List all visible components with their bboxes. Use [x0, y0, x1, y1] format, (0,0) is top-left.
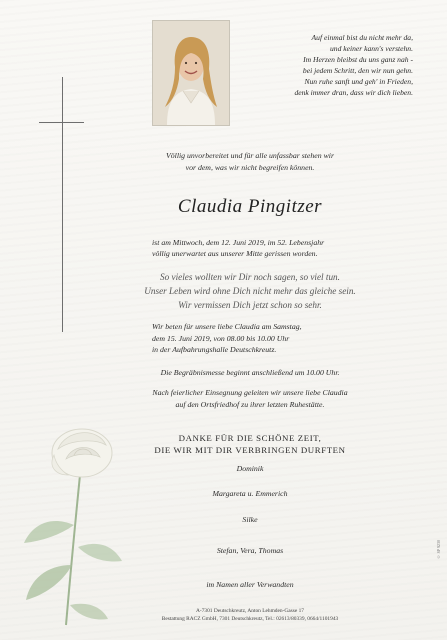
- family-member: Dominik: [236, 464, 264, 473]
- footer-line: Bestattung RACZ GmbH, 7301 Deutschkreutz, Tel.: 02613/80339, 0664/1101943: [161, 616, 339, 622]
- memorial-poem: [213, 32, 413, 98]
- thanks-heading: [90, 432, 410, 456]
- poem-line: und keiner kann's verstehn.: [329, 44, 413, 53]
- cross-vertical-bar: [62, 77, 63, 332]
- thanks-line: DIE WIR MIT DIR VERBRINGEN DURFTEN: [154, 445, 346, 455]
- prayer-notice: [90, 321, 410, 356]
- poem-line: denk immer dran, dass wir dich lieben.: [294, 88, 413, 97]
- funeral-home-footer: [90, 607, 410, 623]
- funeral-mass-notice: Die Begräbnismesse beginnt anschließend um 10.00 Uhr.: [160, 368, 340, 377]
- footer-line: A-7301 Deutschkreutz, Anton Lehmden-Gasse 17: [196, 608, 304, 614]
- verse-line: So vieles wollten wir Dir noch sagen, so viel tun.: [160, 272, 340, 282]
- prayer-line: in der Aufbahrungshalle Deutschkreutz.: [152, 345, 277, 354]
- prayer-line: Wir beten für unsere liebe Claudia am Samstag,: [152, 322, 302, 331]
- intro-line: vor dem, was wir nicht begreifen können.: [185, 163, 315, 172]
- prayer-line: dem 15. Juni 2019, von 08.00 bis 10.00 Uhr: [152, 333, 290, 343]
- poem-line: Im Herzen bleibst du uns ganz nah -: [303, 55, 413, 64]
- death-line: völlig unerwartet aus unserer Mitte gerissen worden.: [152, 249, 318, 258]
- death-notice: [90, 237, 410, 259]
- imprint-code: © SP 9230: [436, 540, 441, 560]
- thanks-line: DANKE FÜR DIE SCHÖNE ZEIT,: [178, 433, 322, 443]
- cross-horizontal-bar: [39, 122, 84, 123]
- intro-text: [90, 150, 410, 174]
- poem-line: bei jedem Schritt, den wir nun gehn.: [302, 66, 413, 75]
- deceased-name: Claudia Pingitzer: [177, 196, 323, 217]
- family-member: Stefan, Vera, Thomas: [216, 546, 284, 555]
- family-member: Silke: [242, 515, 258, 524]
- memorial-verse: [90, 270, 410, 312]
- burial-line: auf den Ortsfriedhof zu ihrer letzten Ruhestätte.: [175, 399, 325, 409]
- white-rose-icon: [10, 415, 130, 630]
- intro-line: Völlig unvorbereitet und für alle unfassbar stehen wir: [166, 151, 334, 160]
- verse-line: Unser Leben wird ohne Dich nicht mehr das gleiche sein.: [144, 286, 356, 296]
- burial-line: Nach feierlicher Einsegnung geleiten wir unsere liebe Claudia: [152, 388, 348, 397]
- verse-line: Wir vermissen Dich jetzt schon so sehr.: [178, 300, 322, 310]
- family-member: Margareta u. Emmerich: [212, 489, 288, 498]
- closing-line: im Namen aller Verwandten: [206, 580, 294, 589]
- death-line: ist am Mittwoch, dem 12. Juni 2019, im 52. Lebensjahr: [152, 238, 325, 247]
- burial-notice: [90, 387, 410, 410]
- poem-line: Auf einmal bist du nicht mehr da,: [311, 33, 413, 42]
- poem-line: Nun ruhe sanft und geh' in Frieden,: [304, 77, 413, 86]
